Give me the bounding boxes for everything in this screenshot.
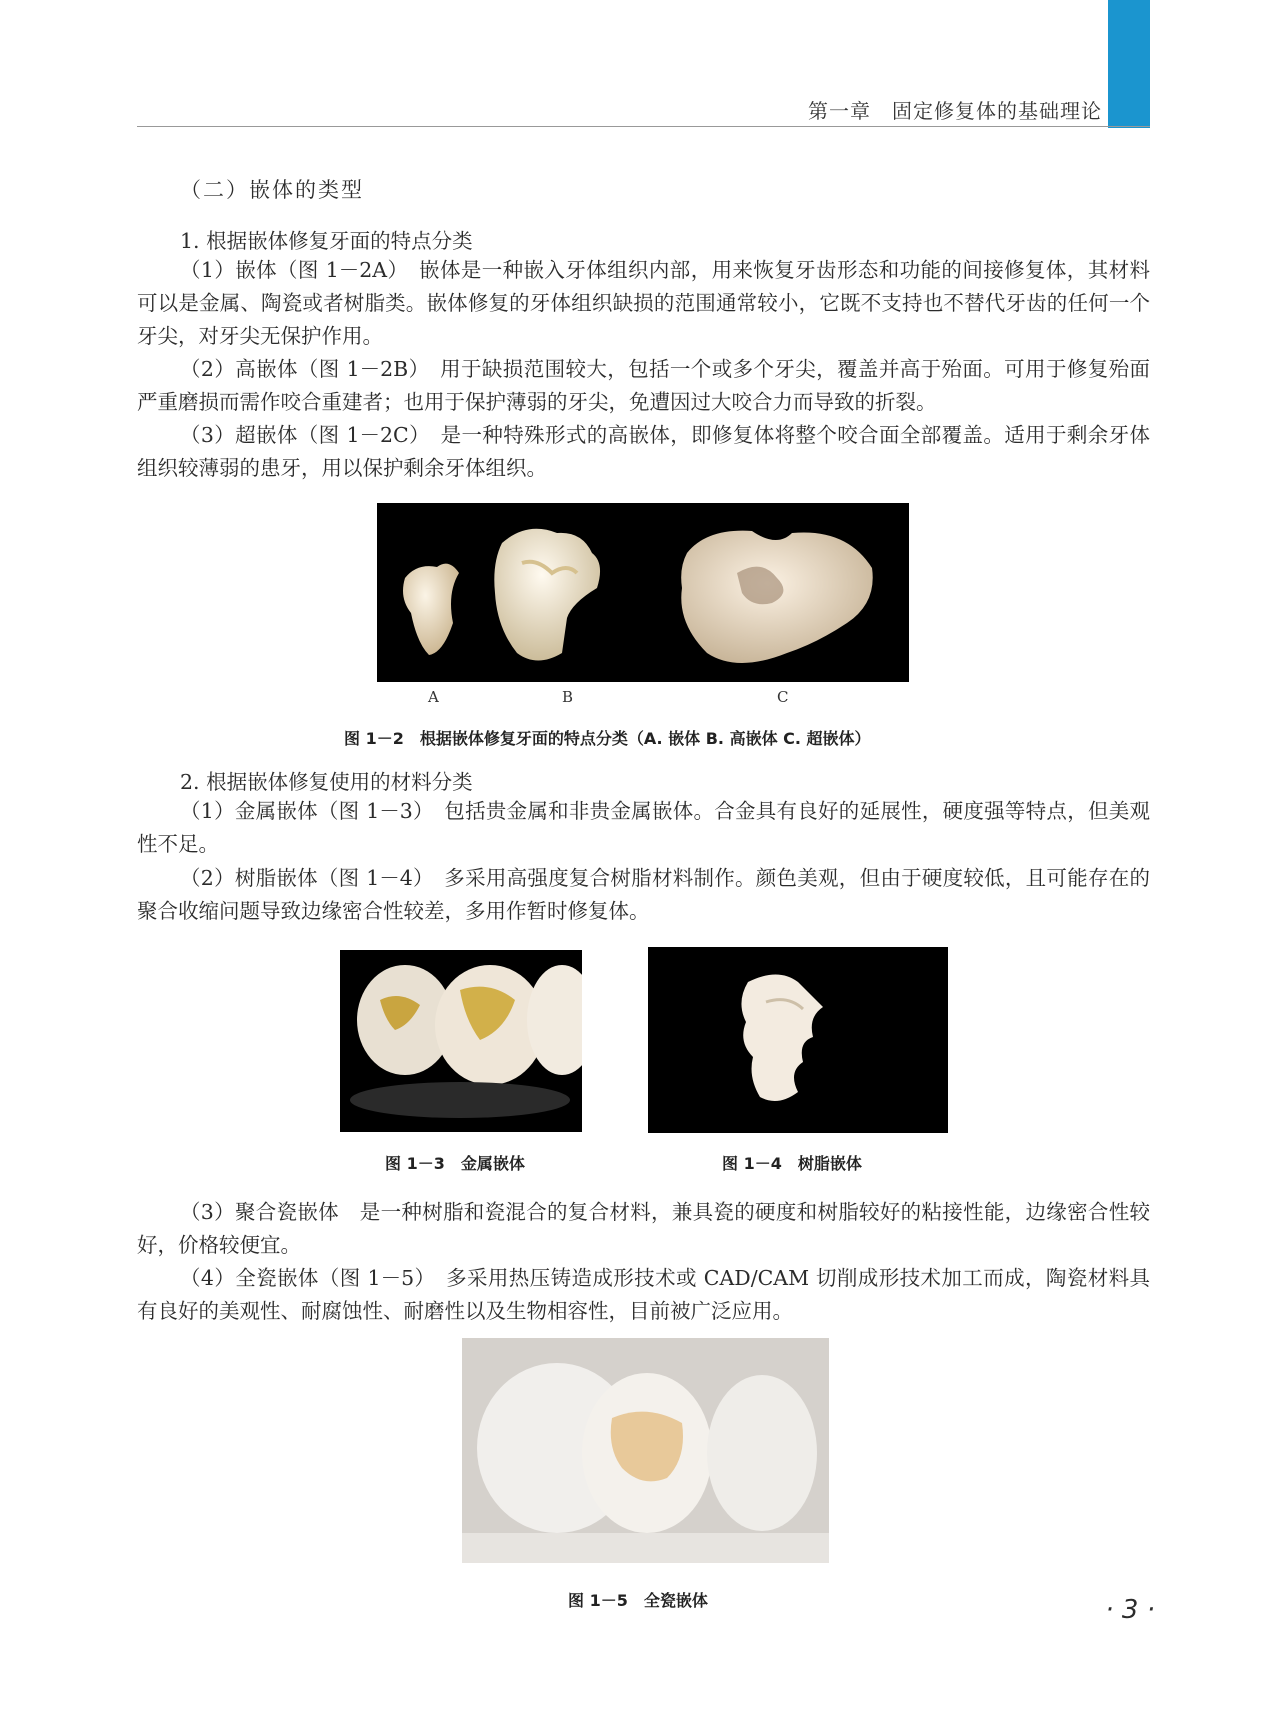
header-rule [137,126,1150,127]
figure-1-5-caption: 图 1－5 全瓷嵌体 [568,1591,708,1610]
paragraph-overlay: （3）超嵌体（图 1－2C） 是一种特殊形式的高嵌体，即修复体将整个咬合面全部覆盖。适用于剩余牙体组织较薄弱的患牙，用以保护剩余牙体组织。 [137,423,1150,480]
paragraph-metal-inlay: （1）金属嵌体（图 1－3） 包括贵金属和非贵金属嵌体。合金具有良好的延展性，硬度强等特点，但美观性不足。 [137,799,1150,856]
inlay-types-illustration [377,503,909,682]
paragraph-hybrid-ceramic-inlay: （3）聚合瓷嵌体 是一种树脂和瓷混合的复合材料，兼具瓷的硬度和树脂较好的粘接性能，边缘密合性较好，价格较便宜。 [137,1200,1150,1257]
paragraph-onlay: （2）高嵌体（图 1－2B） 用于缺损范围较大，包括一个或多个牙尖，覆盖并高于殆面。可用于修复殆面严重磨损而需作咬合重建者；也用于保护薄弱的牙尖，免遭因过大咬合力而导致的折裂。 [137,357,1150,414]
page-number: · 3 · [1105,1595,1155,1625]
figure-1-4-photo [648,947,948,1133]
figure-1-2-label-c: C [777,688,789,706]
figure-1-2-label-a: A [428,688,439,706]
running-header: 第一章 固定修复体的基础理论 [808,99,1102,123]
figure-1-3-photo [340,950,582,1132]
chapter-color-tab [1108,0,1150,128]
all-ceramic-inlay-illustration [462,1338,829,1563]
figure-1-5-photo [462,1338,829,1563]
subsection-2-heading: 2. 根据嵌体修复使用的材料分类 [180,770,473,794]
paragraph-inlay: （1）嵌体（图 1－2A） 嵌体是一种嵌入牙体组织内部，用来恢复牙齿形态和功能的间接修复体，其材料可以是金属、陶瓷或者树脂类。嵌体修复的牙体组织缺损的范围通常较小，它既不支持也不替代牙齿的任何一个牙尖，对牙尖无保护作用。 [137,258,1150,348]
paragraph-resin-inlay: （2）树脂嵌体（图 1－4） 多采用高强度复合树脂材料制作。颜色美观，但由于硬度较低，且可能存在的聚合收缩问题导致边缘密合性较差，多用作暂时修复体。 [137,866,1150,923]
subsection-1-heading: 1. 根据嵌体修复牙面的特点分类 [180,229,473,253]
figure-1-4-caption: 图 1－4 树脂嵌体 [722,1154,862,1173]
figure-1-2-photo [377,503,909,682]
section-title: （二）嵌体的类型 [180,178,364,202]
figure-1-3-caption: 图 1－3 金属嵌体 [385,1154,525,1173]
figure-1-2-caption: 图 1－2 根据嵌体修复牙面的特点分类（A. 嵌体 B. 高嵌体 C. 超嵌体） [344,729,871,748]
metal-inlay-illustration [340,950,582,1132]
figure-1-2-label-b: B [562,688,574,706]
paragraph-all-ceramic-inlay: （4）全瓷嵌体（图 1－5） 多采用热压铸造成形技术或 CAD/CAM 切削成形技术加工而成，陶瓷材料具有良好的美观性、耐腐蚀性、耐磨性以及生物相容性，目前被广泛应用。 [137,1266,1150,1323]
resin-inlay-illustration [648,947,948,1133]
